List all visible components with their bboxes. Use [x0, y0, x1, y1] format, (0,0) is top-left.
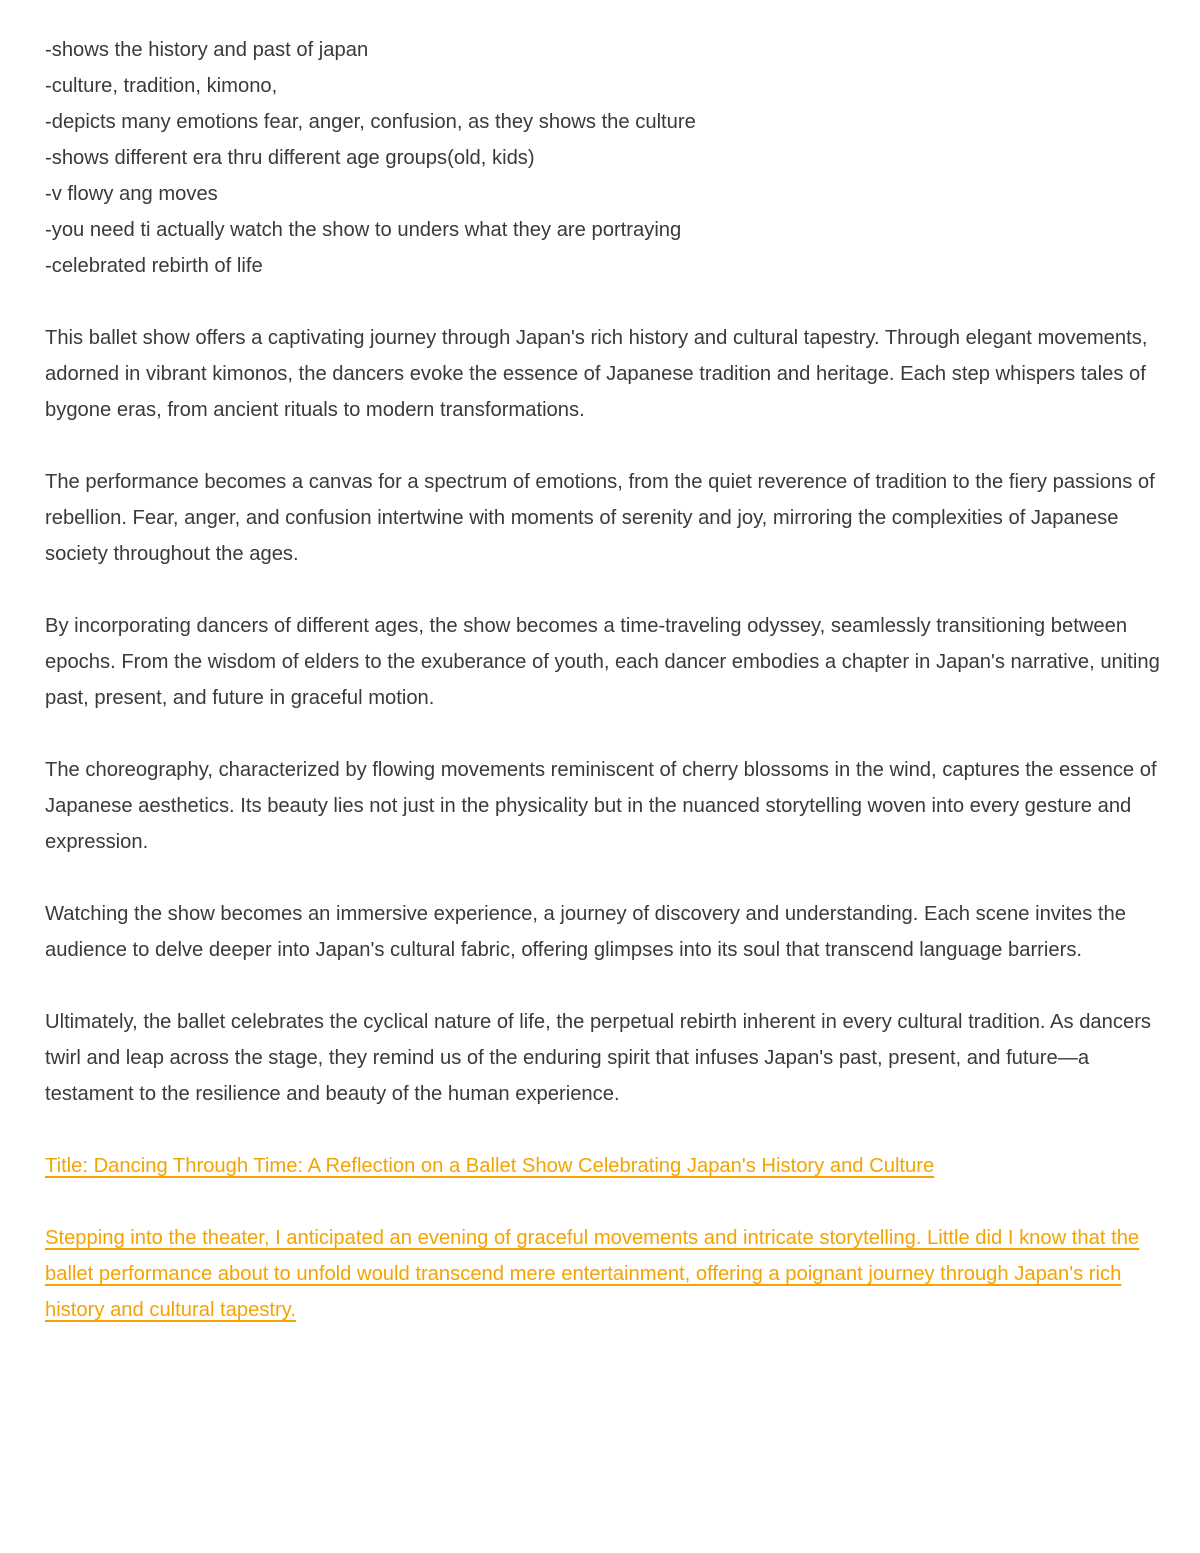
paragraph-experience: Watching the show becomes an immersive experience, a journey of discovery and understanding. Each scene invites the audience to delve deeper into Japan's cultural fabric, offering glimpses into its soul that transcend language barriers. — [45, 903, 1126, 961]
document-page — [45, 32, 1160, 1364]
intro-link-paragraph — [45, 1220, 1160, 1328]
paragraph-emotions: The performance becomes a canvas for a spectrum of emotions, from the quiet reverence of tradition to the fiery passions of rebellion. Fear, anger, and confusion intertwine with moments of serenity and joy, mirroring the complexities of Japanese society throughout the ages. — [45, 471, 1155, 565]
paragraph-conclusion: Ultimately, the ballet celebrates the cyclical nature of life, the perpetual rebirth inherent in every cultural tradition. As dancers twirl and leap across the stage, they remind us of the enduring spirit that infuses Japan's past, present, and future—a testament to the resilience and beauty of the human experience. — [45, 1011, 1152, 1105]
intro-link[interactable]: Stepping into the theater, I anticipated an evening of graceful movements and intricate storytelling. Little did I know that the ballet performance about to unfold would transcend mere entertainment, offering a poignant journey through Japan's rich history and cultural tapestry. — [45, 1227, 1140, 1321]
note-item: -shows the history and past of japan — [45, 39, 369, 61]
note-item: -celebrated rebirth of life — [45, 255, 263, 277]
note-item: -depicts many emotions fear, anger, confusion, as they shows the culture — [45, 111, 696, 133]
title-link[interactable]: Title: Dancing Through Time: A Reflection on a Ballet Show Celebrating Japan's History and Culture — [45, 1155, 935, 1177]
paragraph-choreography: The choreography, characterized by flowing movements reminiscent of cherry blossoms in the wind, captures the essence of Japanese aesthetics. Its beauty lies not just in the physicality but in the nuanced storytelling woven into every gesture and expression. — [45, 759, 1157, 853]
paragraph-ages: By incorporating dancers of different ages, the show becomes a time-traveling odyssey, seamlessly transitioning between epochs. From the wisdom of elders to the exuberance of youth, each dancer embodies a chapter in Japan's narrative, uniting past, present, and future in graceful motion. — [45, 615, 1160, 709]
note-item: -v flowy ang moves — [45, 183, 218, 205]
note-item: -you need ti actually watch the show to unders what they are portraying — [45, 219, 682, 241]
note-item: -culture, tradition, kimono, — [45, 75, 278, 97]
title-link-paragraph — [45, 1148, 1160, 1184]
notes-list — [45, 32, 1160, 284]
note-item: -shows different era thru different age groups(old, kids) — [45, 147, 535, 169]
paragraph-intro: This ballet show offers a captivating journey through Japan's rich history and cultural tapestry. Through elegant movements, adorned in vibrant kimonos, the dancers evoke the essence of Japanese tradition and heritage. Each step whispers tales of bygone eras, from ancient rituals to modern transformations. — [45, 327, 1148, 421]
